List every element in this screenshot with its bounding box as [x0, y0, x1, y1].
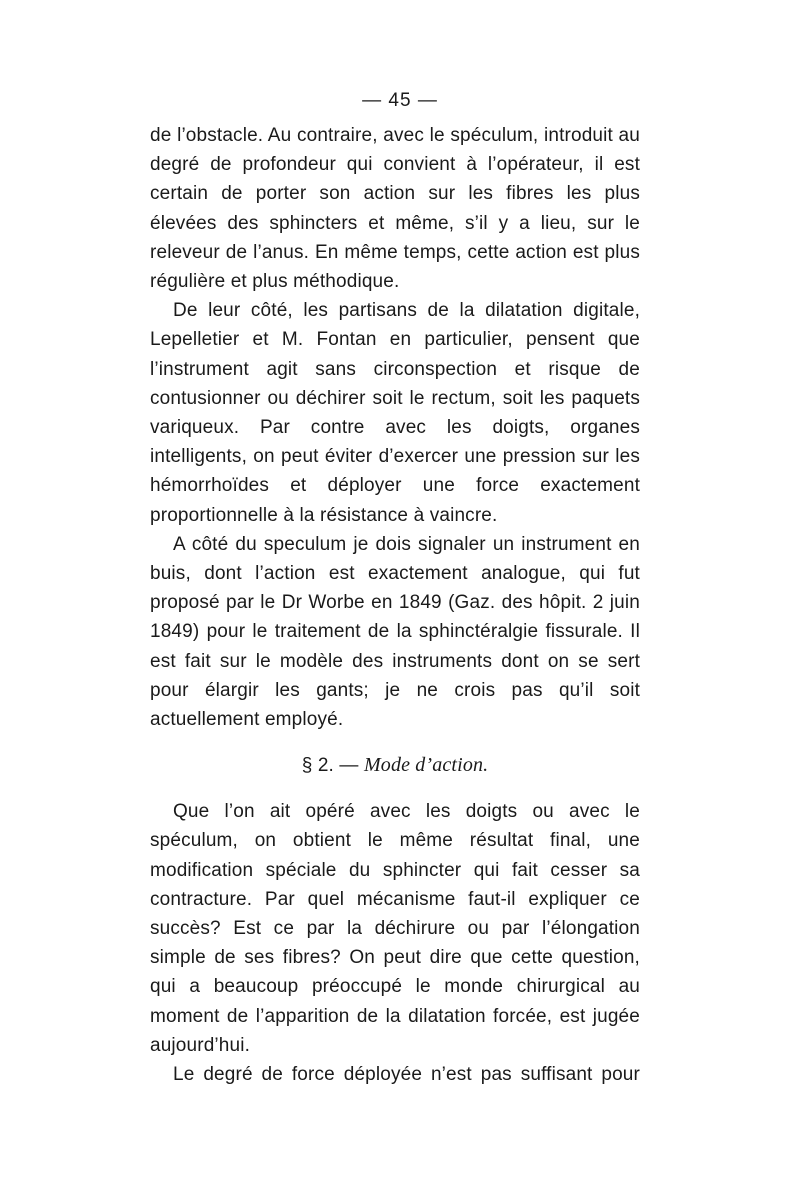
body-text — [150, 121, 640, 1089]
paragraph-3: A côté du speculum je dois signaler un instrument en buis, dont l’action est exactement analogue, qui fut proposé par le Dr Worbe en 1849 (Gaz. des hôpit. 2 juin 1849) pour le traitement de la sphinctéralgie fissurale. Il est fait sur le modèle des instruments dont on se sert pour élargir les gants; je ne crois pas qu’il soit actuellement employé. — [150, 533, 640, 731]
paragraph-1: de l’obstacle. Au contraire, avec le spéculum, introduit au degré de profondeur qui convient à l’opérateur, il est certain de porter son action sur les fibres les plus élevées des sphincters et même, s’il y a lieu, sur le releveur de l’anus. En même temps, cette action est plus régulière et plus méthodique. — [150, 125, 640, 293]
paragraph-5: Le degré de force déployée n’est pas suffisant pour — [173, 1064, 640, 1086]
section-label: § 2. — — [301, 755, 359, 777]
paragraph-2: De leur côté, les partisans de la dilatation digitale, Lepelletier et M. Fontan en particulier, pensent que l’instrument agit sans circonspection et risque de contusionner ou déchirer soit le rectum, soit les paquets variqueux. Par contre avec les doigts, organes intelligents, on peut éviter d’exercer une pression sur les hémorrhoïdes et déployer une force exactement proportionnelle à la résistance à vaincre. — [150, 300, 640, 526]
paragraph-4: Que l’on ait opéré avec les doigts ou avec le spéculum, on obtient le même résultat final, une modification spéciale du sphincter qui fait cesser sa contracture. Par quel mécanisme faut-il expliquer ce succès? Est ce par la déchirure ou par l’élongation simple de ses fibres? On peut dire que cette question, qui a beaucoup préoccupé le monde chirurgical au moment de l’apparition de la dilatation forcée, est jugée aujourd’hui. — [150, 801, 640, 1056]
page-number: — 45 — — [362, 90, 438, 111]
section-title: Mode d’action. — [364, 754, 489, 777]
section-heading — [150, 751, 640, 780]
